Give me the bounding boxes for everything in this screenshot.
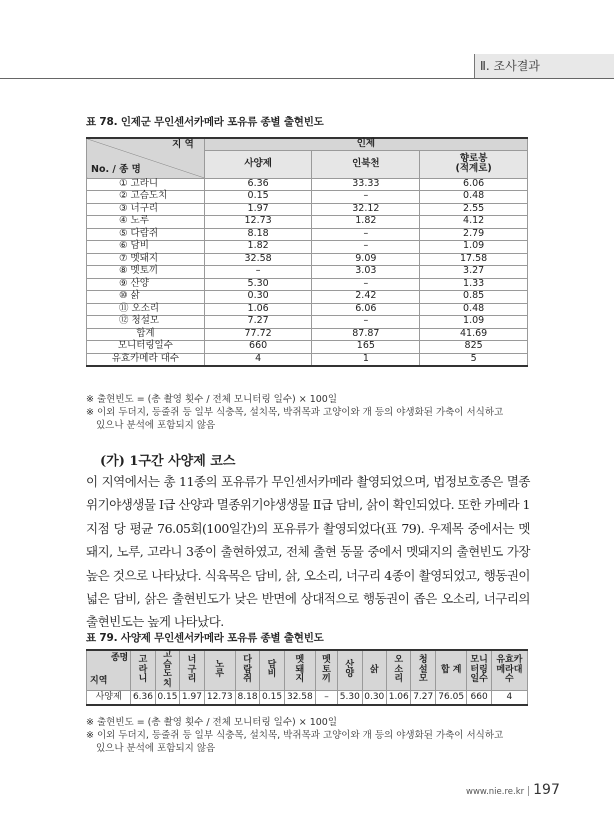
table79-header-cell xyxy=(155,650,179,690)
table79-col-header: 청설모 xyxy=(418,655,428,684)
table79-header-cell xyxy=(260,650,284,690)
table78-col-header: 향로봉 (적계로) xyxy=(420,151,528,178)
table79-value-cell: 12.73 xyxy=(204,690,235,705)
table78-row xyxy=(87,266,528,279)
table78-species-name: ⑪ 오소리 xyxy=(87,303,205,316)
table78-summary-row xyxy=(87,353,528,366)
table79-header-cell xyxy=(491,650,527,690)
table78-value-hyangrobong: 1.09 xyxy=(420,241,528,254)
table78-corner-cell xyxy=(87,138,205,178)
footer-url: www.nie.re.kr xyxy=(466,787,525,797)
table78-corner-species: No. / 종 명 xyxy=(91,163,141,175)
table78-summary-value: 660 xyxy=(204,341,312,354)
table78-value-hyangrobong: 6.06 xyxy=(420,178,528,191)
table79-value-cell: 4 xyxy=(491,690,527,705)
table79-header-cell xyxy=(362,650,386,690)
table78-col-header: 사양제 xyxy=(204,151,312,178)
table78-summary-value: 77.72 xyxy=(204,328,312,341)
table79-note-2: ※ 이외 두더지, 등줄쥐 등 일부 식충목, 설치목, 박쥐목과 고양이와 개 등의 야생화된 가축이 서식하고 xyxy=(86,730,504,741)
table79-header-cell xyxy=(435,650,466,690)
table78-value-sayangje: 1.06 xyxy=(204,303,312,316)
table78-corner-region: 지 역 xyxy=(172,139,194,150)
page-footer xyxy=(466,782,560,798)
table78-col-header: 인북천 xyxy=(312,151,420,178)
table78-row xyxy=(87,178,528,191)
table79-row-label: 사양제 xyxy=(87,690,131,705)
table78-species-name: ④ 노루 xyxy=(87,216,205,229)
table78-value-sayangje: 7.27 xyxy=(204,316,312,329)
table79-header-cell xyxy=(204,650,235,690)
table78-species-name: ⑤ 다람쥐 xyxy=(87,228,205,241)
table78-species-name: ⑥ 담비 xyxy=(87,241,205,254)
table78-value-hyangrobong: 0.48 xyxy=(420,191,528,204)
table79-header-cell xyxy=(284,650,315,690)
table78-value-inbukcheon: 6.06 xyxy=(312,303,420,316)
table78-value-hyangrobong: 17.58 xyxy=(420,253,528,266)
table78-row xyxy=(87,303,528,316)
table78-row xyxy=(87,291,528,304)
table79-caption: 표 79. 사양제 무인센서카메라 포유류 종별 출현빈도 xyxy=(86,632,324,644)
table78-value-hyangrobong: 4.12 xyxy=(420,216,528,229)
table78-value-hyangrobong: 1.09 xyxy=(420,316,528,329)
table78-row xyxy=(87,216,528,229)
table79-header-cell xyxy=(387,650,411,690)
table78-summary-value: 5 xyxy=(420,353,528,366)
table78-species-name: ⑫ 청설모 xyxy=(87,316,205,329)
table78-value-inbukcheon: 2.42 xyxy=(312,291,420,304)
table79-corner-region: 지역 xyxy=(90,676,108,687)
table79-col-header: 삵 xyxy=(369,664,379,675)
table79-col-header: 노루 xyxy=(215,659,225,680)
table78-summary-row xyxy=(87,328,528,341)
table78-row xyxy=(87,241,528,254)
table78-row xyxy=(87,278,528,291)
table78-summary-value: 4 xyxy=(204,353,312,366)
table78-value-sayangje: 0.15 xyxy=(204,191,312,204)
table78-value-hyangrobong: 2.55 xyxy=(420,203,528,216)
table79-corner-cell xyxy=(87,650,131,690)
table79-col-header: 멧토끼 xyxy=(322,655,331,684)
section-paragraph: 이 지역에서는 총 11종의 포유류가 무인센서카메라 촬영되었으며, 법정보호종은 멸종위기야생생물 Ⅰ급 산양과 멸종위기야생생물 Ⅱ급 담비, 삵이 확인되었다. 또한 카메라 1지점 당 평균 76.05회(100일간)의 포유류가 촬영되었다(표 79). 우제목 중에서는 멧돼지, 노루, 고라니 3종이 출현하였고, 전체 출현 동물 중에서 멧돼지의 출현빈도 가장 높은 것으로 나타났다. 식육목은 담비, 삵, 오소리, 너구리 4종이 촬영되었고, 행동권이 넓은 담비, 삵은 출현빈도가 낮은 반면에 상대적으로 행동권이 좁은 오소리, 너구리의 출현빈도는 높게 나타났다. xyxy=(86,474,530,630)
table78-species-name: ⑩ 삵 xyxy=(87,291,205,304)
table78-value-hyangrobong: 0.85 xyxy=(420,291,528,304)
table79-col-header: 멧돼지 xyxy=(295,655,305,684)
table79-header-cell xyxy=(338,650,362,690)
table79-note-3: 있으나 분석에 포함되지 않음 xyxy=(96,743,216,754)
table78-value-inbukcheon: – xyxy=(312,241,420,254)
table78-species-name: ⑧ 멧토끼 xyxy=(87,266,205,279)
table78-summary-row xyxy=(87,341,528,354)
table78-row xyxy=(87,203,528,216)
table79-value-cell: 0.30 xyxy=(362,690,386,705)
table78-value-sayangje: 32.58 xyxy=(204,253,312,266)
footer-divider xyxy=(528,786,529,796)
table79-header-cell xyxy=(131,650,155,690)
table78-value-sayangje: 12.73 xyxy=(204,216,312,229)
table78-value-sayangje: 5.30 xyxy=(204,278,312,291)
table78-value-inbukcheon: 1.82 xyxy=(312,216,420,229)
table78-value-sayangje: 0.30 xyxy=(204,291,312,304)
table79-header-cell xyxy=(235,650,259,690)
table79-value-cell: 660 xyxy=(467,690,491,705)
table79-value-cell: 8.18 xyxy=(235,690,259,705)
table78-row xyxy=(87,316,528,329)
table78-value-inbukcheon: – xyxy=(312,228,420,241)
table78-row xyxy=(87,228,528,241)
table78-note-3: 있으나 분석에 포함되지 않음 xyxy=(96,420,216,431)
table79-col-header: 유효카메라대수 xyxy=(496,655,523,684)
table78-value-inbukcheon: 33.33 xyxy=(312,178,420,191)
table78-value-sayangje: 6.36 xyxy=(204,178,312,191)
table78-summary-value: 1 xyxy=(312,353,420,366)
table78-value-inbukcheon: 9.09 xyxy=(312,253,420,266)
table79-value-cell: 0.15 xyxy=(260,690,284,705)
header-section-title: Ⅱ. 조사결과 xyxy=(480,59,540,73)
table78-row xyxy=(87,191,528,204)
table78-value-inbukcheon: 3.03 xyxy=(312,266,420,279)
table78-summary-value: 87.87 xyxy=(312,328,420,341)
table78-note-1: ※ 출현빈도 = (총 촬영 횟수 / 전체 모니터링 일수) × 100일 xyxy=(86,394,338,405)
table78-species-name: ② 고슴도치 xyxy=(87,191,205,204)
table78-summary-value: 41.69 xyxy=(420,328,528,341)
table78-value-hyangrobong: 2.79 xyxy=(420,228,528,241)
table79-header-cell xyxy=(315,650,337,690)
table78-summary-label: 유효카메라 대수 xyxy=(87,353,205,366)
table78-summary-label: 합계 xyxy=(87,328,205,341)
section-heading: (가) 1구간 사양제 코스 xyxy=(100,454,236,469)
table79-col-header: 고라니 xyxy=(138,655,148,684)
page-number: 197 xyxy=(533,782,560,798)
table79-value-cell: – xyxy=(315,690,337,705)
table78 xyxy=(86,137,528,367)
table78-summary-label: 모니터링일수 xyxy=(87,341,205,354)
table78-species-name: ③ 너구리 xyxy=(87,203,205,216)
table79-corner-species: 종명 xyxy=(110,653,129,663)
table79-value-cell: 1.97 xyxy=(180,690,204,705)
table78-value-inbukcheon: – xyxy=(312,191,420,204)
table79-value-cell: 6.36 xyxy=(131,690,155,705)
table79-header-cell xyxy=(467,650,491,690)
table79-header-cell xyxy=(180,650,204,690)
table78-region-header: 인제 xyxy=(204,138,527,151)
table78-value-inbukcheon: – xyxy=(312,278,420,291)
table78-species-name: ① 고라니 xyxy=(87,178,205,191)
table79-value-cell: 7.27 xyxy=(411,690,435,705)
table78-value-hyangrobong: 3.27 xyxy=(420,266,528,279)
table78-value-sayangje: 8.18 xyxy=(204,228,312,241)
table79-col-header: 너구리 xyxy=(187,655,197,684)
table79-col-header: 오소리 xyxy=(394,655,404,684)
header-rule xyxy=(0,78,614,79)
table79-value-cell: 0.15 xyxy=(155,690,179,705)
table79-col-header: 다람쥐 xyxy=(243,655,252,684)
table79-col-header: 모니터링일수 xyxy=(470,655,488,684)
table78-value-inbukcheon: – xyxy=(312,316,420,329)
table78-value-sayangje: – xyxy=(204,266,312,279)
table78-value-inbukcheon: 32.12 xyxy=(312,203,420,216)
table79-col-header: 고슴도치 xyxy=(163,650,172,689)
table78-caption: 표 78. 인제군 무인센서카메라 포유류 종별 출현빈도 xyxy=(86,116,324,128)
table78-species-name: ⑦ 멧돼지 xyxy=(87,253,205,266)
table78-value-sayangje: 1.82 xyxy=(204,241,312,254)
table79-value-cell: 1.06 xyxy=(387,690,411,705)
table79-col-header: 합 계 xyxy=(440,664,462,675)
table79 xyxy=(86,649,528,706)
table79-col-header: 산양 xyxy=(345,659,355,680)
table78-summary-value: 165 xyxy=(312,341,420,354)
table79-value-cell: 32.58 xyxy=(284,690,315,705)
table78-note-2: ※ 이외 두더지, 등줄쥐 등 일부 식충목, 설치목, 박쥐목과 고양이와 개 등의 야생화된 가축이 서식하고 xyxy=(86,407,504,418)
table79-value-cell: 5.30 xyxy=(338,690,362,705)
table79-col-header: 담비 xyxy=(267,659,277,680)
table79-note-1: ※ 출현빈도 = (총 촬영 횟수 / 전체 모니터링 일수) × 100일 xyxy=(86,717,338,728)
table79-value-cell: 76.05 xyxy=(435,690,466,705)
table78-summary-value: 825 xyxy=(420,341,528,354)
table78-value-sayangje: 1.97 xyxy=(204,203,312,216)
table79-header-cell xyxy=(411,650,435,690)
table78-value-hyangrobong: 0.48 xyxy=(420,303,528,316)
table78-row xyxy=(87,253,528,266)
table78-value-hyangrobong: 1.33 xyxy=(420,278,528,291)
table78-species-name: ⑨ 산양 xyxy=(87,278,205,291)
